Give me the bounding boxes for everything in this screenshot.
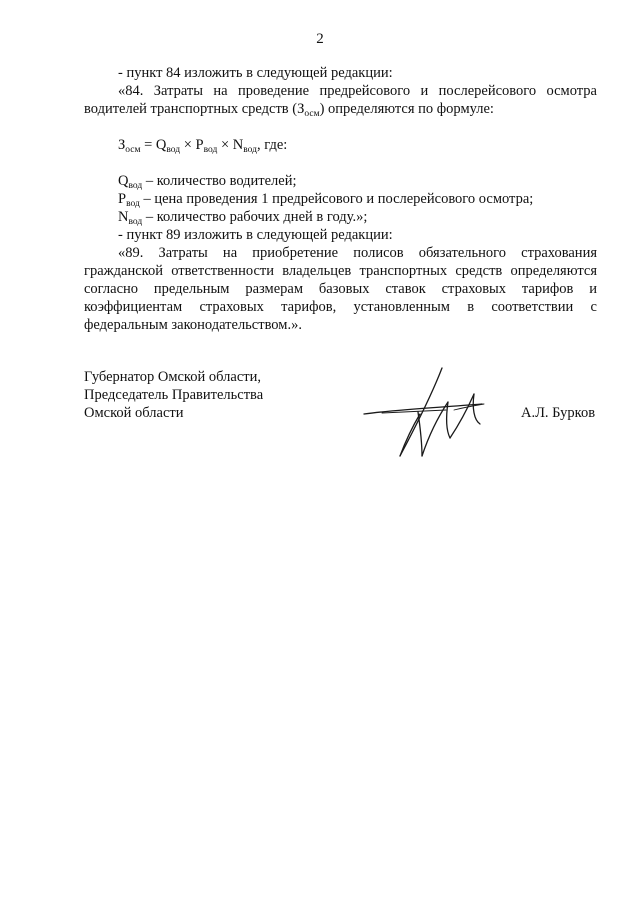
cost-formula: $З_{осм} = Q_{вод} \times P_{вод} \times N_{вод}$, где: (118, 137, 288, 155)
signatory-name: А.Л. Бурков (521, 405, 596, 421)
signatory-title-line-3: Омской области (84, 405, 184, 421)
definition-p: $P_{вод}$ – цена проведения 1 предрейсового и послерейсового осмотра; (118, 191, 534, 209)
item-84-line-2: водителей транспортных средств $(З_{осм})$ определяются по формуле: (84, 101, 494, 119)
item-89-line-1: «89. Затраты на приобретение полисов обязательного страхования (118, 245, 597, 261)
item-84-intro: - пункт 84 изложить в следующей редакции: (118, 65, 393, 81)
handwritten-signature (362, 364, 510, 464)
page-number: 2 (316, 31, 324, 47)
item-89-line-2: гражданской ответственности владельцев транспортных средств определяются (84, 263, 597, 279)
signatory-title-line-2: Председатель Правительства (84, 387, 264, 403)
definition-q: $Q_{вод}$ – количество водителей; (118, 173, 297, 191)
item-89-line-4: коэффициентам страховых тарифов, установленным в соответствии с (84, 299, 597, 315)
signatory-title-line-1: Губернатор Омской области, (84, 369, 261, 385)
item-89-intro: - пункт 89 изложить в следующей редакции: (118, 227, 393, 243)
definition-n: $N_{вод}$ – количество рабочих дней в году.»; (118, 209, 368, 227)
item-89-line-3: согласно предельным размерам базовых ставок страховых тарифов и (84, 281, 597, 297)
item-84-line-1: «84. Затраты на проведение предрейсового и послерейсового осмотра (118, 83, 597, 99)
item-89-line-5: федеральным законодательством.». (84, 317, 302, 333)
